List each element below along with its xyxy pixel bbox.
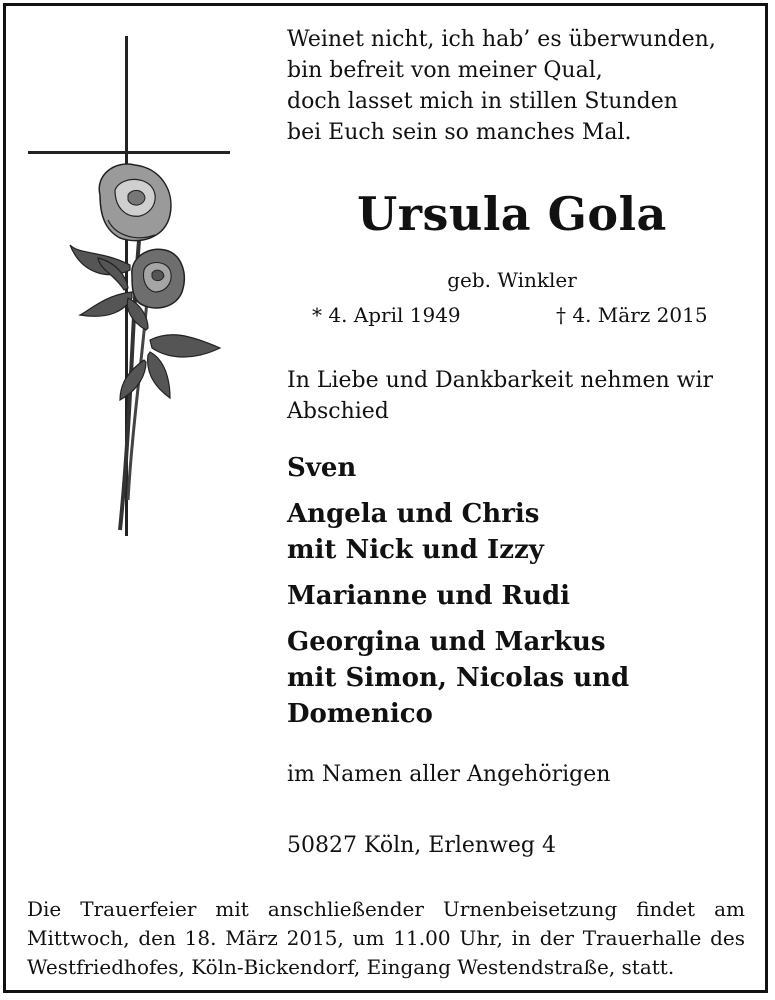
poem-line: bin befreit von meiner Qual,: [287, 58, 603, 83]
birth-date: * 4. April 1949: [312, 303, 461, 327]
mourner-entry: [287, 496, 629, 568]
cross-with-roses-icon: [20, 30, 240, 540]
poem-line: bei Euch sein so manches Mal.: [287, 120, 632, 145]
mourner-line: Angela und Chris: [287, 499, 540, 529]
mourner-entry: [287, 450, 629, 486]
mourner-entry: [287, 624, 629, 732]
poem-line: doch lasset mich in stillen Stunden: [287, 89, 678, 114]
poem: [287, 24, 716, 148]
mourner-line: Domenico: [287, 699, 433, 729]
farewell-intro: In Liebe und Dankbarkeit nehmen wir Abschied: [287, 368, 714, 424]
funeral-line: Die Trauerfeier mit anschließender Urnenbeisetzung findet am: [27, 897, 745, 921]
death-date: † 4. März 2015: [556, 303, 708, 327]
mourner-entry: [287, 578, 629, 614]
cross-icon: [28, 36, 230, 536]
funeral-line: Mittwoch, den 18. März 2015, um 11.00 Uhr, in der Trauerhalle des: [27, 926, 745, 950]
mourner-line: mit Simon, Nicolas und: [287, 663, 630, 693]
behalf-line: im Namen aller Angehörigen: [287, 762, 611, 787]
mourners-list: [287, 450, 629, 742]
mourner-line: Sven: [287, 453, 357, 483]
mourner-line: mit Nick und Izzy: [287, 535, 544, 565]
rose-icon: [99, 164, 171, 241]
funeral-line: Westfriedhofes, Köln-Bickendorf, Eingang Westendstraße, statt.: [27, 955, 675, 979]
deceased-name: Ursula Gola: [357, 187, 667, 241]
birth-name: geb. Winkler: [447, 268, 577, 292]
funeral-notice: [27, 895, 745, 982]
mourner-line: Marianne und Rudi: [287, 581, 571, 611]
mourner-line: Georgina und Markus: [287, 627, 606, 657]
rose-icon: [132, 249, 184, 308]
address: 50827 Köln, Erlenweg 4: [287, 833, 556, 858]
poem-line: Weinet nicht, ich hab’ es überwunden,: [287, 27, 716, 52]
